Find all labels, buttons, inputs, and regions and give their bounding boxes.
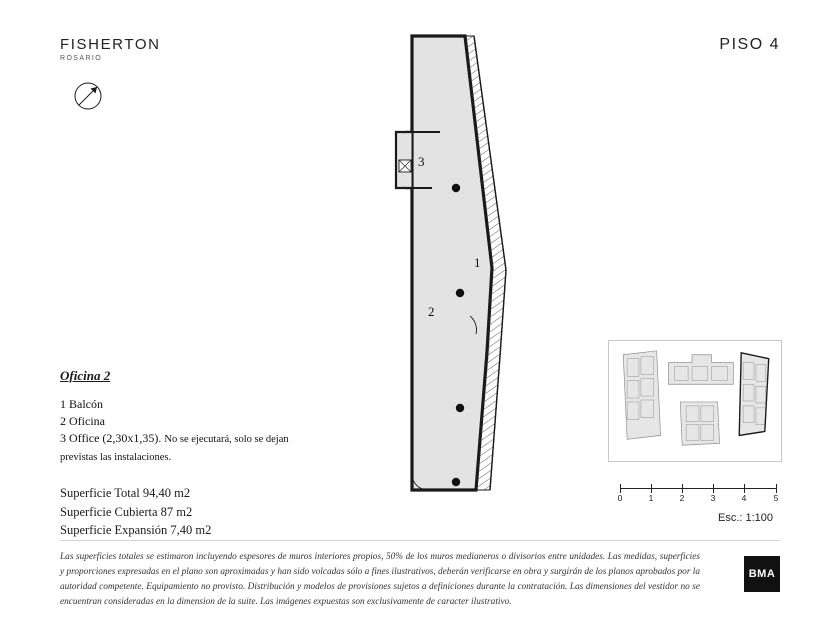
scale-bar-numbers [617,493,780,505]
scale-number: 1 [648,493,654,503]
page-title: PISO 4 [719,36,780,53]
bma-logo: BMA [744,556,780,592]
scale-number: 5 [773,493,779,503]
legend-block [60,368,300,540]
legend-item-number: 3 [60,431,66,446]
brand-subtitle: ROSARIO [60,55,103,62]
legend-item-label: Balcón [69,397,103,411]
plan-label-3: 3 [418,154,425,169]
scale-tick [713,484,714,493]
brand-name: FISHERTON [60,36,161,53]
scale-bar-ticks [620,482,780,492]
legend-title: Oficina 2 [60,368,111,383]
scale-number: 4 [741,493,747,503]
footer-divider [60,540,780,541]
brand-block [60,36,161,62]
floorplan-drawing [370,20,610,520]
area-summary [60,484,300,540]
legend-item-note: No se ejecutará, solo se dejan previstas las instalaciones. [60,434,289,463]
column [456,289,464,297]
area-covered: Superficie Cubierta 87 m2 [60,504,193,519]
legend-item [60,413,300,430]
key-plan-thumbnail [608,340,782,462]
scale-ratio-label: Esc.: 1:100 [718,512,774,524]
legend-item-number: 1 [60,397,66,411]
legend-item [60,396,300,413]
column [456,404,464,412]
legend-item-label: Oficina [69,414,105,429]
column [452,478,460,486]
plan-label-2: 2 [428,304,435,319]
legend-item-number: 2 [60,414,66,429]
scale-tick [744,484,745,493]
scale-bar-line [620,488,776,489]
column [452,184,460,192]
north-arrow-icon [70,78,106,114]
plan-label-1: 1 [474,255,481,270]
scale-number: 3 [710,493,716,503]
legend-item-label: Office (2,30x1,35). [69,431,162,446]
legend-item [60,430,300,466]
scale-bar [617,482,780,505]
area-expansion: Superficie Expansión 7,40 m2 [60,523,212,538]
scale-tick [776,484,777,493]
scale-tick [651,484,652,493]
scale-number: 0 [617,493,623,503]
area-total: Superficie Total 94,40 m2 [60,485,191,500]
scale-tick [620,484,621,493]
scale-tick [682,484,683,493]
disclaimer-text: Las superficies totales se estimaron incluyendo espesores de muros interiores propios, 50% de los muros medianeros o divisorios entre unidades. Las medidas, superficies y proporciones expresadas en el plano son aproximadas y han sido volcadas sólo a fines ilustrativos, deberán verificarse en obra y surgirán de los planos aprobados por la autoridad competente. Equipamiento no provisto. Distribución y modelos de provisiones sujetos a definiciones durante la contratación. Las dimensiones del vestidor no se encuentran consideradas en la dimension de la suite. Las imágenes expuestas son exclusivamente de caracter ilustrativo. [60,552,700,608]
scale-number: 2 [679,493,685,503]
